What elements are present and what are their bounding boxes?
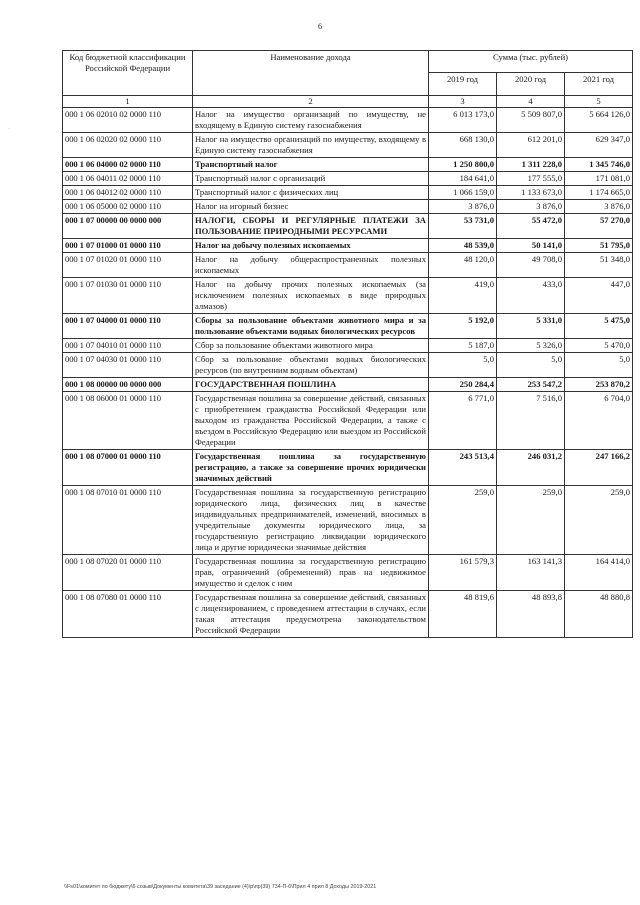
- revenue-name-cell: Налог на добычу полезных ископаемых: [193, 239, 429, 253]
- budget-code-cell: 000 1 06 02020 02 0000 110: [63, 133, 193, 158]
- amount-2020-cell: 5 509 807,0: [497, 108, 565, 133]
- amount-2019-cell: 6 013 173,0: [429, 108, 497, 133]
- amount-2021-cell: 164 414,0: [565, 555, 633, 591]
- amount-2020-cell: 612 201,0: [497, 133, 565, 158]
- amount-2019-cell: 1 066 159,0: [429, 186, 497, 200]
- column-index: 2: [193, 96, 429, 108]
- amount-2021-cell: 447,0: [565, 278, 633, 314]
- amount-2021-cell: 5 664 126,0: [565, 108, 633, 133]
- amount-2020-cell: 177 555,0: [497, 172, 565, 186]
- revenue-name-cell: Транспортный налог с физических лиц: [193, 186, 429, 200]
- revenue-name-cell: Государственная пошлина за государственную регистрацию прав, ограничений (обременений) прав на недвижимое имущество и сделок с ним: [193, 555, 429, 591]
- amount-2021-cell: 1 345 746,0: [565, 158, 633, 172]
- amount-2020-cell: 5 326,0: [497, 339, 565, 353]
- table-row: [63, 450, 633, 486]
- budget-code-cell: 000 1 06 05000 02 0000 110: [63, 200, 193, 214]
- amount-2019-cell: 250 284,4: [429, 378, 497, 392]
- budget-code-cell: 000 1 06 04000 02 0000 110: [63, 158, 193, 172]
- amount-2021-cell: 5 470,0: [565, 339, 633, 353]
- table-row: [63, 555, 633, 591]
- table-row: [63, 353, 633, 378]
- amount-2020-cell: 48 893,8: [497, 591, 565, 638]
- header-code: Код бюджетной классификации Российской Федерации: [63, 51, 193, 96]
- amount-2019-cell: 184 641,0: [429, 172, 497, 186]
- revenue-name-cell: Налог на имущество организаций по имуществу, входящему в Единую систему газоснабжения: [193, 133, 429, 158]
- revenue-name-cell: НАЛОГИ, СБОРЫ И РЕГУЛЯРНЫЕ ПЛАТЕЖИ ЗА ПОЛЬЗОВАНИЕ ПРИРОДНЫМИ РЕСУРСАМИ: [193, 214, 429, 239]
- revenue-table: [62, 50, 633, 638]
- amount-2019-cell: 48 120,0: [429, 253, 497, 278]
- table-row: [63, 392, 633, 450]
- amount-2019-cell: 161 579,3: [429, 555, 497, 591]
- column-index: 1: [63, 96, 193, 108]
- amount-2020-cell: 55 472,0: [497, 214, 565, 239]
- table-row: [63, 314, 633, 339]
- header-year-2021: 2021 год: [565, 73, 633, 96]
- amount-2019-cell: 243 513,4: [429, 450, 497, 486]
- revenue-name-cell: Транспортный налог с организаций: [193, 172, 429, 186]
- revenue-name-cell: Сбор за пользование объектами водных биологических ресурсов (по внутренним водным объектам): [193, 353, 429, 378]
- header-sum: Сумма (тыс. рублей): [429, 51, 633, 73]
- amount-2020-cell: 1 311 228,0: [497, 158, 565, 172]
- budget-code-cell: 000 1 08 07020 01 0000 110: [63, 555, 193, 591]
- amount-2020-cell: 259,0: [497, 486, 565, 555]
- amount-2020-cell: 5 331,0: [497, 314, 565, 339]
- table-row: [63, 158, 633, 172]
- revenue-name-cell: Транспортный налог: [193, 158, 429, 172]
- amount-2020-cell: 7 516,0: [497, 392, 565, 450]
- amount-2021-cell: 51 795,0: [565, 239, 633, 253]
- revenue-name-cell: ГОСУДАРСТВЕННАЯ ПОШЛИНА: [193, 378, 429, 392]
- revenue-name-cell: Государственная пошлина за государственную регистрацию, а также за совершение прочих юридически значимых действий: [193, 450, 429, 486]
- header-year-2019: 2019 год: [429, 73, 497, 96]
- amount-2021-cell: 3 876,0: [565, 200, 633, 214]
- table-row: [63, 108, 633, 133]
- budget-code-cell: 000 1 07 04010 01 0000 110: [63, 339, 193, 353]
- table-row: [63, 214, 633, 239]
- amount-2021-cell: 259,0: [565, 486, 633, 555]
- table-row: [63, 200, 633, 214]
- amount-2019-cell: 48 819,6: [429, 591, 497, 638]
- side-mark: ·: [8, 126, 10, 132]
- budget-code-cell: 000 1 06 04012 02 0000 110: [63, 186, 193, 200]
- table-row: [63, 133, 633, 158]
- column-index: 3: [429, 96, 497, 108]
- amount-2020-cell: 163 141,3: [497, 555, 565, 591]
- amount-2019-cell: 668 130,0: [429, 133, 497, 158]
- budget-code-cell: 000 1 07 04000 01 0000 110: [63, 314, 193, 339]
- revenue-name-cell: Государственная пошлина за государственную регистрацию юридического лица, физических лиц в качестве индивидуальных предпринимателей, изменений, вносимых в учредительные документы юридического лица, за государственную регистрацию ликвидации юридического лица и другие юридически значимые действия: [193, 486, 429, 555]
- revenue-name-cell: Сборы за пользование объектами животного мира и за пользование объектами водных биологических ресурсов: [193, 314, 429, 339]
- revenue-name-cell: Налог на имущество организаций по имуществу, не входящему в Единую систему газоснабжения: [193, 108, 429, 133]
- amount-2021-cell: 1 174 665,0: [565, 186, 633, 200]
- budget-code-cell: 000 1 06 04011 02 0000 110: [63, 172, 193, 186]
- revenue-name-cell: Сбор за пользование объектами животного мира: [193, 339, 429, 353]
- column-index: 4: [497, 96, 565, 108]
- amount-2020-cell: 5,0: [497, 353, 565, 378]
- amount-2019-cell: 5,0: [429, 353, 497, 378]
- budget-code-cell: 000 1 07 01020 01 0000 110: [63, 253, 193, 278]
- table-row: [63, 239, 633, 253]
- amount-2021-cell: 5 475,0: [565, 314, 633, 339]
- amount-2020-cell: 3 876,0: [497, 200, 565, 214]
- amount-2020-cell: 49 708,0: [497, 253, 565, 278]
- column-index: 5: [565, 96, 633, 108]
- amount-2019-cell: 259,0: [429, 486, 497, 555]
- table-row: [63, 172, 633, 186]
- amount-2020-cell: 246 031,2: [497, 450, 565, 486]
- amount-2021-cell: 57 270,0: [565, 214, 633, 239]
- amount-2019-cell: 53 731,0: [429, 214, 497, 239]
- amount-2019-cell: 6 771,0: [429, 392, 497, 450]
- amount-2021-cell: 247 166,2: [565, 450, 633, 486]
- amount-2021-cell: 6 704,0: [565, 392, 633, 450]
- amount-2020-cell: 433,0: [497, 278, 565, 314]
- budget-code-cell: 000 1 08 06000 01 0000 110: [63, 392, 193, 450]
- revenue-name-cell: Налог на добычу общераспространенных полезных ископаемых: [193, 253, 429, 278]
- amount-2021-cell: 253 870,2: [565, 378, 633, 392]
- amount-2021-cell: 171 081,0: [565, 172, 633, 186]
- budget-code-cell: 000 1 06 02010 02 0000 110: [63, 108, 193, 133]
- amount-2020-cell: 253 547,2: [497, 378, 565, 392]
- amount-2019-cell: 1 250 800,0: [429, 158, 497, 172]
- amount-2019-cell: 48 539,0: [429, 239, 497, 253]
- file-path-footer: \\Fs01\комитет по бюджету\6 созыв\Документы комитета\39 заседание (4)\p\пр(39) 734-П-6\Прил 4 прил 8 Доходы 2019-2021: [64, 884, 377, 890]
- amount-2020-cell: 1 133 673,0: [497, 186, 565, 200]
- budget-code-cell: 000 1 07 00000 00 0000 000: [63, 214, 193, 239]
- budget-code-cell: 000 1 08 07080 01 0000 110: [63, 591, 193, 638]
- table-row: [63, 486, 633, 555]
- budget-code-cell: 000 1 08 07010 01 0000 110: [63, 486, 193, 555]
- revenue-name-cell: Налог на добычу прочих полезных ископаемых (за исключением полезных ископаемых в виде природных алмазов): [193, 278, 429, 314]
- table-row: [63, 591, 633, 638]
- amount-2019-cell: 5 187,0: [429, 339, 497, 353]
- revenue-name-cell: Государственная пошлина за совершение действий, связанных с лицензированием, с проведением аттестации в случаях, если такая аттестация предусмотрена законодательством Российской Федерации: [193, 591, 429, 638]
- amount-2021-cell: 51 348,0: [565, 253, 633, 278]
- budget-code-cell: 000 1 07 01030 01 0000 110: [63, 278, 193, 314]
- column-index-row: [63, 96, 633, 108]
- amount-2019-cell: 5 192,0: [429, 314, 497, 339]
- table-row: [63, 339, 633, 353]
- amount-2019-cell: 419,0: [429, 278, 497, 314]
- budget-code-cell: 000 1 07 04030 01 0000 110: [63, 353, 193, 378]
- amount-2019-cell: 3 876,0: [429, 200, 497, 214]
- budget-code-cell: 000 1 08 07000 01 0000 110: [63, 450, 193, 486]
- table-row: [63, 278, 633, 314]
- amount-2020-cell: 50 141,0: [497, 239, 565, 253]
- amount-2021-cell: 5,0: [565, 353, 633, 378]
- page-number: 6: [318, 22, 322, 31]
- header-year-2020: 2020 год: [497, 73, 565, 96]
- table-row: [63, 186, 633, 200]
- budget-code-cell: 000 1 07 01000 01 0000 110: [63, 239, 193, 253]
- table-row: [63, 378, 633, 392]
- table-row: [63, 253, 633, 278]
- header-name: Наименование дохода: [193, 51, 429, 96]
- revenue-name-cell: Государственная пошлина за совершение действий, связанных с приобретением гражданства Российской Федерации или выходом из гражданства Российской Федерации, а также с въездом в Российскую Федерацию или выездом из Российской Федерации: [193, 392, 429, 450]
- revenue-name-cell: Налог на игорный бизнес: [193, 200, 429, 214]
- budget-code-cell: 000 1 08 00000 00 0000 000: [63, 378, 193, 392]
- amount-2021-cell: 629 347,0: [565, 133, 633, 158]
- amount-2021-cell: 48 880,8: [565, 591, 633, 638]
